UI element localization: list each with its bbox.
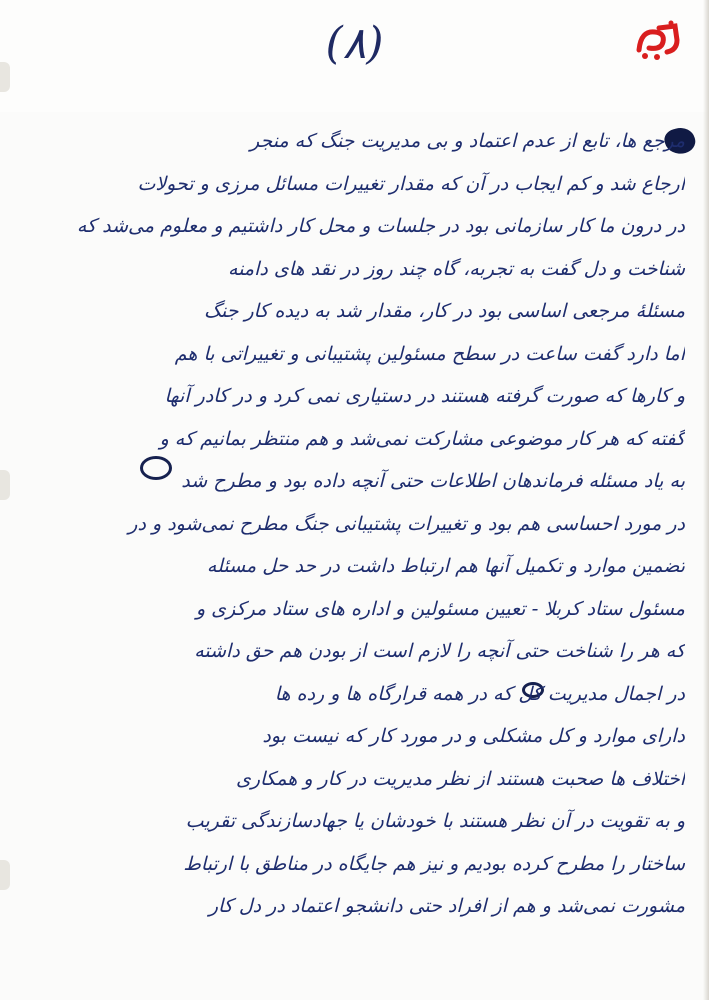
text-line: دارای موارد و کل مشکلی و در مورد کار که نیست بود [262,725,685,747]
binder-hole [0,860,10,890]
text-line: شناخت و دل گفت به تجربه، گاه چند روز در نقد های دامنه [228,257,685,280]
text-line: و کارها که صورت گرفته هستند در دستیاری نمی کرد و در کادر آنها [164,385,685,407]
text-line: اما دارد گفت ساعت در سطح مسئولین پشتیبانی و تغییراتی با هم [174,342,685,365]
text-line: مسئلهٔ مرجعی اساسی بود در کار، مقدار شد به دیده کار جنگ [203,300,685,322]
text-line: ارجاع شد و کم ایجاب در آن که مقدار تغییرات مسائل مرزی و تحولات [137,172,685,195]
text-line: که هر را شناخت حتی آنچه را لازم است از بودن هم حق داشته [194,640,685,662]
handwritten-text [45,120,685,928]
text-line: ساختار را مطرح کرده بودیم و نیز هم جایگاه در مناطق با ارتباط [183,852,685,875]
text-line: مرجع ها، تابع از عدم اعتماد و بی مدیریت جنگ که منجر [249,130,685,152]
text-line: مسئول ستاد کربلا - تعیین مسئولین و اداره های ستاد مرکزی و [195,597,685,620]
text-line: در مورد احساسی هم بود و تغییرات پشتیبانی جنگ مطرح نمی‌شود و در [128,512,685,535]
text-line: در اجمال مدیریت کل که در همه قرارگاه ها و رده ها [274,682,685,705]
page-number: (۸) [325,18,384,69]
text-line: و به تقویت در آن نظر هستند با خودشان یا جهادسازندگی تقریب [185,810,685,832]
text-line: اختلاف ها صحبت هستند از نظر مدیریت در کار و همکاری [235,767,685,790]
text-line: گفته که هر کار موضوعی مشارکت نمی‌شد و هم منتظر بمانیم که و [159,427,685,450]
page-edge-shadow [703,0,709,1000]
text-line: به یاد مسئله فرماندهان اطلاعات حتی آنچه داده بود و مطرح شد [181,470,685,492]
brand-logo-icon [635,20,681,62]
text-line: در درون ما کار سازمانی بود در جلسات و محل کار داشتیم و معلوم می‌شد که [76,215,685,237]
text-line: تضمین موارد و تکمیل آنها هم ارتباط داشت در حد حل مسئله [206,555,685,577]
text-line: مشورت نمی‌شد و هم از افراد حتی دانشجو اعتماد در دل کار [208,895,685,917]
binder-hole [0,470,10,500]
